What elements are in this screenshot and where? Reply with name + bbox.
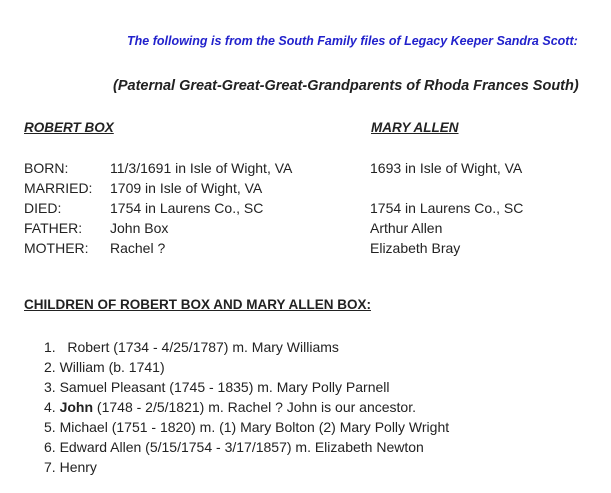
list-item [44,457,449,477]
child-name: Samuel Pleasant [59,379,166,395]
fact-husband-value: 1709 in Isle of Wight, VA [110,180,263,196]
children-list [44,337,449,477]
fact-wife-value: 1693 in Isle of Wight, VA [370,160,523,176]
intro-line: The following is from the South Family files of Legacy Keeper Sandra Scott: [127,34,578,48]
fact-label: FATHER: [24,220,83,236]
fact-wife-value: Elizabeth Bray [370,240,461,256]
list-item [44,357,449,377]
page-subtitle: (Paternal Great-Great-Great-Grandparents of Rhoda Frances South) [113,78,579,94]
child-number: 4. [44,399,56,415]
fact-wife-value: 1754 in Laurens Co., SC [370,200,524,216]
child-details: (1751 - 1820) m. (1) Mary Bolton (2) Mary Polly Wright [107,419,450,435]
fact-label: BORN: [24,160,69,176]
child-name: Henry [59,459,97,475]
child-number: 5. [44,419,56,435]
list-item [44,337,449,357]
children-heading: CHILDREN OF ROBERT BOX AND MARY ALLEN BOX: [24,297,371,312]
child-details: (1748 - 2/5/1821) m. Rachel ? John is our ancestor. [93,399,416,415]
fact-husband-value: Rachel ? [110,240,166,256]
list-item [44,417,449,437]
child-name: Edward Allen [59,439,142,455]
fact-label: MARRIED: [24,180,93,196]
husband-name-heading [24,120,367,135]
child-details: (b. 1741) [104,359,165,375]
fact-wife-value: Arthur Allen [370,220,443,236]
child-number: 7. [44,459,56,475]
wife-name-heading: MARY ALLEN [371,120,459,135]
child-number: 2. [44,359,56,375]
fact-husband-value: 11/3/1691 in Isle of Wight, VA [110,160,293,176]
child-details: (1734 - 4/25/1787) m. Mary Williams [109,339,339,355]
child-details: (5/15/1754 - 3/17/1857) m. Elizabeth Newton [141,439,424,455]
child-number: 6. [44,439,56,455]
child-number: 3. [44,379,56,395]
list-item [44,437,449,457]
child-name: John [59,399,94,415]
husband-name: ROBERT BOX [24,120,114,135]
child-number: 1. [44,339,56,355]
list-item [44,377,449,397]
fact-label: DIED: [24,200,62,216]
child-details: (1745 - 1835) m. Mary Polly Parnell [165,379,390,395]
fact-husband-value: John Box [110,220,169,236]
child-name: Robert [67,339,110,355]
fact-label: MOTHER: [24,240,89,256]
child-name: Michael [59,419,108,435]
child-name: William [59,359,105,375]
list-item [44,397,449,417]
fact-husband-value: 1754 in Laurens Co., SC [110,200,264,216]
